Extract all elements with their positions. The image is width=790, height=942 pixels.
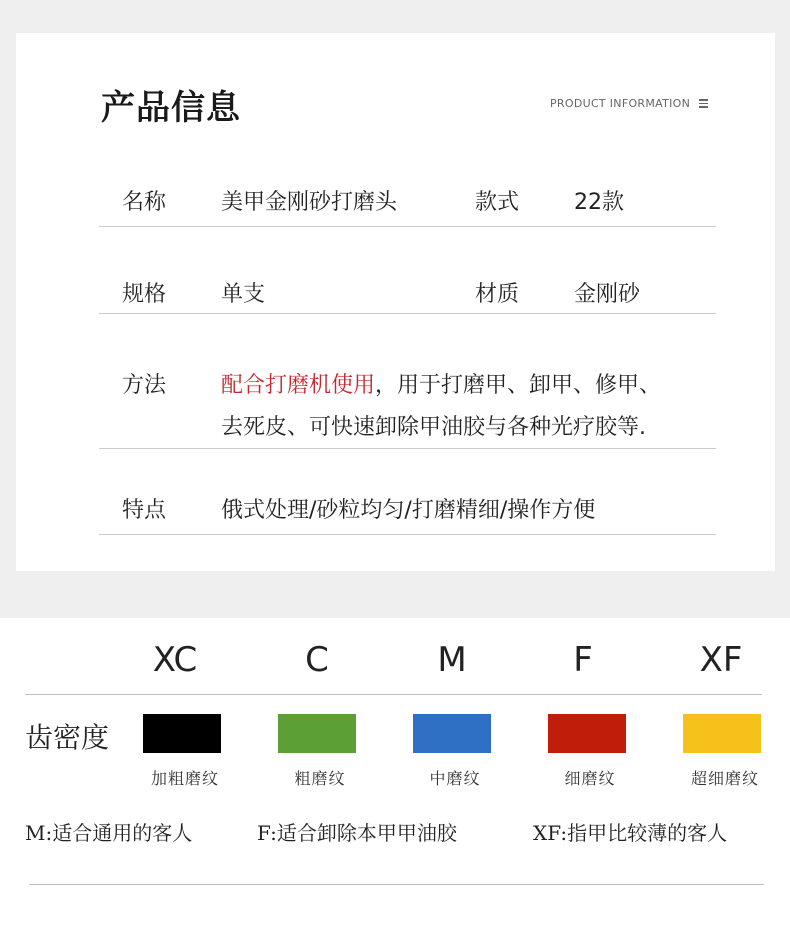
- menu-icon: [699, 99, 708, 108]
- method-highlight: 配合打磨机使用: [221, 373, 376, 398]
- swatch-label-extra-coarse: 加粗磨纹: [150, 769, 219, 788]
- grade-c: C: [305, 640, 329, 680]
- swatch-extra-fine: [683, 714, 761, 753]
- swatch-medium: [413, 714, 491, 753]
- grade-xf: XF: [699, 640, 743, 680]
- note-f: F:适合卸除本甲甲油胶: [257, 821, 457, 845]
- method-rest: ，用于打磨甲、卸甲、修甲、: [375, 373, 662, 398]
- note-m: M:适合通用的客人: [25, 821, 193, 845]
- row-label-name: 名称: [122, 190, 167, 215]
- row-label-material: 材质: [475, 282, 520, 307]
- bottom-divider: [29, 884, 764, 885]
- product-info-title: 产品信息: [101, 88, 241, 128]
- row-value-name: 美甲金刚砂打磨头: [221, 190, 398, 215]
- row-divider: [99, 448, 716, 449]
- swatch-label-extra-fine: 超细磨纹: [690, 769, 759, 788]
- row-label-features: 特点: [122, 498, 167, 523]
- row-value-method-line1: [221, 368, 661, 399]
- swatch-fine: [548, 714, 626, 753]
- grade-xc: XC: [152, 640, 198, 680]
- grade-m: M: [437, 640, 467, 680]
- swatch-coarse: [278, 714, 356, 753]
- swatch-label-coarse: 粗磨纹: [294, 769, 346, 788]
- swatch-extra-coarse: [143, 714, 221, 753]
- density-label: 齿密度: [25, 721, 110, 754]
- grade-f: F: [573, 640, 593, 680]
- row-value-features: 俄式处理/砂粒均匀/打磨精细/操作方便: [221, 498, 596, 523]
- row-divider: [99, 313, 716, 314]
- note-xf: XF:指甲比较薄的客人: [533, 821, 728, 845]
- row-value-method-line2: 去死皮、可快速卸除甲油胶与各种光疗胶等.: [221, 415, 646, 440]
- product-info-subtitle: PRODUCT INFORMATION: [550, 97, 691, 110]
- grade-divider: [25, 694, 762, 695]
- row-value-spec: 单支: [221, 282, 266, 307]
- row-value-material: 金刚砂: [574, 282, 641, 307]
- swatch-label-medium: 中磨纹: [429, 769, 481, 788]
- swatch-label-fine: 细磨纹: [564, 769, 616, 788]
- row-label-method: 方法: [122, 373, 167, 398]
- row-divider: [99, 226, 716, 227]
- row-value-style: 22款: [574, 190, 624, 215]
- row-label-style: 款式: [475, 190, 520, 215]
- row-divider: [99, 534, 716, 535]
- row-label-spec: 规格: [122, 282, 167, 307]
